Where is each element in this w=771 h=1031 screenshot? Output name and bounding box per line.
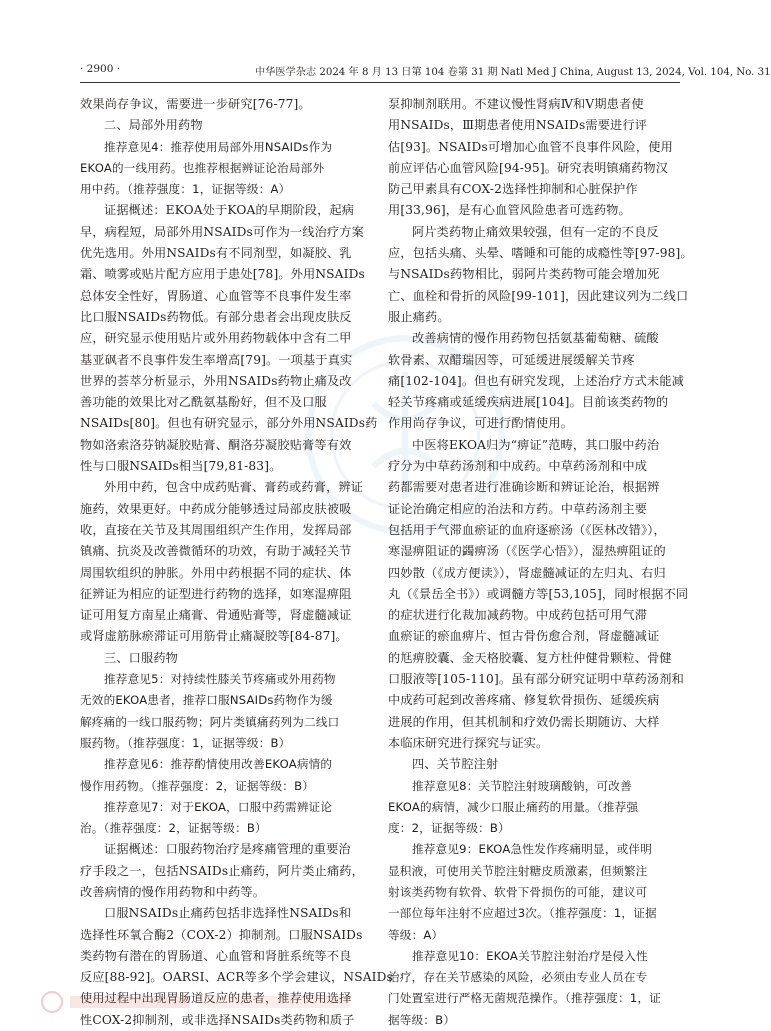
- text-line: 比口服NSAIDs药物低。有部分患者会出现皮肤反: [80, 309, 352, 324]
- section-heading: 二、局部外用药物: [104, 118, 203, 133]
- recommendation-line: 推荐意见7：对于EKOA，口服中药需辨证论: [104, 799, 333, 814]
- text-line: 反应[88-92]。OARSI、ACR等多个学会建议，NSAIDs: [80, 970, 393, 985]
- text-line: 与NSAIDs药物相比，弱阿片类药物可能会增加死: [388, 267, 660, 282]
- text-line: 证据概述：EKOA处于KOA的早期阶段，起病: [104, 203, 355, 218]
- text-line: 使用过程中出现胃肠道反应的患者，推荐使用选择: [80, 991, 352, 1006]
- text-line: 或肾虚筋脉瘀滞证可用筋骨止痛凝胶等[84-87]。: [80, 629, 348, 644]
- recommendation-line: 显积液，可使用关节腔注射糖皮质激素，但频繁注: [388, 863, 648, 878]
- recommendation-line: 推荐意见6：推荐酌情使用改善EKOA病情的: [104, 757, 333, 772]
- text-line: 包括用于气滞血瘀证的血府逐瘀汤（《医林改错》），: [388, 522, 666, 537]
- recommendation-line: 解疼痛的一线口服药物；阿片类镇痛药列为二线口: [80, 714, 340, 729]
- header-rule: [80, 82, 680, 83]
- text-line: 寒湿痹阻证的蠲痹汤（《医学心悟》），湿热痹阻证的: [388, 544, 666, 559]
- text-line: 疗分为中草药汤剂和中成药。中草药汤剂和中成: [388, 459, 648, 474]
- recommendation-line: 门处置室进行严格无菌规范操作。（推荐强度：1，证: [388, 991, 662, 1006]
- text-line: 施药，效果更好。中药成分能够透过局部皮肤被吸: [80, 501, 352, 516]
- recommendation-line: EKOA的一线用药。也推荐根据辨证论治局部外: [80, 160, 325, 175]
- text-line: 中医将EKOA归为“痹证”范畴，其口服中药治: [412, 437, 660, 452]
- recommendation-line: 推荐意见10：EKOA关节腔注射治疗是侵入性: [412, 948, 648, 963]
- text-line: 疗手段之一，包括NSAIDs止痛药，阿片类止痛药，: [80, 863, 364, 878]
- text-line: 性与口服NSAIDs相当[79,81-83]。: [80, 459, 282, 474]
- publisher-logo: [40, 990, 370, 1014]
- text-line: 亡、血栓和骨折的风险[99-101]，因此建议列为二线口: [388, 288, 689, 303]
- right-column: [388, 94, 693, 1027]
- text-line: 征辨证为相应的证型进行药物的选择，如寒湿痹阻: [80, 586, 352, 601]
- text-line: 性COX-2抑制剂，或非选择NSAIDs类药物和质子: [80, 1012, 355, 1027]
- text-line: 镇痛、抗炎及改善微循环的功效，有助于减轻关节: [80, 544, 352, 559]
- recommendation-line: 无效的EKOA患者，推荐口服NSAIDs药物作为缓: [80, 693, 333, 708]
- recommendation-line: 推荐意见4：推荐使用局部外用NSAIDs作为: [104, 139, 333, 154]
- text-line: 应，研究显示使用贴片或外用药物载体中含有二甲: [80, 331, 352, 346]
- text-line: 进展的作用，但其机制和疗效仍需长期随访、大样: [388, 714, 660, 729]
- section-heading: 三、口服药物: [104, 650, 179, 665]
- text-line: 总体安全性好，胃肠道、心血管等不良事件发生率: [80, 288, 352, 303]
- recommendation-line: 治疗，存在关节感染的风险，必须由专业人员在专: [388, 970, 648, 985]
- recommendation-line: 服药物。（推荐强度：1，证据等级：B）: [80, 735, 291, 750]
- recommendation-line: 治。（推荐强度：2，证据等级：B）: [80, 821, 267, 836]
- text-line: 早，病程短，局部外用NSAIDs可作为一线治疗方案: [80, 224, 364, 239]
- text-line: 轻关节疼痛或延缓疾病进展[104]。目前该类药物的: [388, 395, 669, 410]
- text-line: 药都需要对患者进行准确诊断和辨证论治，根据辨: [388, 480, 660, 495]
- text-line: 证可用复方南星止痛膏、骨通贴膏等，肾虚髓减证: [80, 608, 352, 623]
- recommendation-line: EKOA的病情，减少口服止痛药的用量。（推荐强: [388, 799, 639, 814]
- text-line: 改善病情的慢作用药物包括氨基葡萄糖、硫酸: [412, 331, 659, 346]
- left-column: [80, 94, 393, 1027]
- recommendation-line: 度：2，证据等级：B）: [388, 821, 510, 836]
- text-line: 阿片类药物止痛效果较强，但有一定的不良反: [412, 224, 659, 239]
- page-header: [0, 0, 771, 80]
- journal-citation: 中华医学杂志 2024 年 8 月 13 日第 104 卷第 31 期 Natl Med J China, August 13, 2024, Vol. 104, No. 31: [255, 67, 771, 78]
- text-line: 泵抑制剂联用。不建议慢性肾病Ⅳ和Ⅴ期患者使: [388, 97, 644, 111]
- text-line: 用NSAIDs，Ⅲ期患者使用NSAIDs需要进行评: [388, 118, 648, 133]
- text-line: 外用中药，包含中成药贴膏、膏药或药膏，辨证: [104, 480, 364, 495]
- text-line: 的尪痹胶囊、金天格胶囊、复方杜仲健骨颗粒、骨健: [388, 650, 672, 665]
- text-line: 服止痛药。: [388, 309, 450, 324]
- recommendation-line: 推荐意见5：对持续性膝关节疼痛或外用药物: [104, 672, 336, 687]
- text-line: 证论治确定相应的治法和方药。中草药汤剂主要: [388, 501, 648, 516]
- recommendation-line: 慢作用药物。（推荐强度：2，证据等级：B）: [80, 778, 315, 793]
- text-line: NSAIDs[80]。但也有研究显示，部分外用NSAIDs药: [80, 416, 378, 431]
- recommendation-line: 据等级：B）: [388, 1012, 456, 1027]
- text-line: 物如洛索洛芬钠凝胶贴膏、酮洛芬凝胶贴膏等有效: [80, 437, 352, 452]
- text-line: 收，直接在关节及其周围组织产生作用，发挥局部: [80, 522, 352, 537]
- text-line: 证据概述：口服药物治疗是疼痛管理的重要治: [104, 842, 351, 857]
- recommendation-line: 等级：A）: [388, 927, 444, 942]
- text-line: 软骨素、双醋瑞因等，可延缓进展缓解关节疼: [388, 352, 635, 367]
- text-line: 本临床研究进行探究与证实。: [388, 735, 549, 750]
- text-line: 善功能的效果比对乙酰氨基酚好，但不及口服: [80, 395, 327, 410]
- text-line: 防己甲素具有COX-2选择性抑制和心脏保护作: [388, 182, 638, 197]
- recommendation-line: 一部位每年注射不应超过3次。（推荐强度：1，证据: [388, 906, 657, 921]
- text-line: 血瘀证的瘀血痹片、恒古骨伤愈合剂，肾虚髓减证: [388, 629, 660, 644]
- text-line: 丸（《景岳全书》）或调髓方等[53,105]，同时根据不同: [388, 586, 689, 601]
- text-line: 四妙散（《成方便读》），肾虚髓减证的左归丸、右归: [388, 565, 666, 580]
- text-line: 用[33,96]，是有心血管风险患者可选药物。: [388, 203, 631, 218]
- text-line: 口服NSAIDs止痛药包括非选择性NSAIDs和: [104, 906, 352, 921]
- text-line: 效果尚存争议，需要进一步研究[76-77]。: [80, 97, 311, 111]
- text-line: 类药物有潜在的胃肠道、心血管和肾脏系统等不良: [80, 948, 352, 963]
- text-line: 作用尚存争议，可进行酌情使用。: [388, 416, 574, 431]
- text-line: 优先选用。外用NSAIDs有不同剂型，如凝胶、乳: [80, 246, 352, 261]
- text-line: 的症状进行化裁加减药物。中成药包括可用气滞: [388, 608, 648, 623]
- text-line: 前应评估心血管风险[94-95]。研究表明镇痛药物汉: [388, 160, 669, 175]
- recommendation-line: 推荐意见9：EKOA急性发作疼痛明显，或伴明: [412, 842, 653, 857]
- text-line: 估[93]。NSAIDs可增加心血管不良事件风险，使用: [388, 139, 673, 154]
- recommendation-line: 推荐意见8：关节腔注射玻璃酸钠，可改善: [412, 778, 632, 793]
- text-line: 中成药可起到改善疼痛、修复软骨损伤、延缓疾病: [388, 693, 660, 708]
- text-line: 周围软组织的肿胀。外用中药根据不同的症状、体: [80, 565, 352, 580]
- section-heading: 四、关节腔注射: [412, 757, 499, 772]
- text-line: 应，包括头痛、头晕、嗜睡和可能的成瘾性等[97-98]。: [388, 246, 693, 261]
- text-line: 基亚砜者不良事件发生率增高[79]。一项基于真实: [80, 352, 353, 367]
- recommendation-line: 射该类药物有软骨、软骨下骨损伤的可能，建议可: [388, 884, 648, 899]
- text-line: 选择性环氧合酶2（COX-2）抑制剂。口服NSAIDs: [80, 927, 363, 942]
- recommendation-line: 用中药。（推荐强度：1，证据等级：A）: [80, 182, 291, 197]
- text-line: 痛[102-104]。但也有研究发现，上述治疗方式未能减: [388, 373, 684, 388]
- page-number: · 2900 ·: [80, 63, 121, 75]
- text-line: 改善病情的慢作用药物和中药等。: [80, 884, 266, 899]
- text-line: 口服液等[105-110]。虽有部分研究证明中草药汤剂和: [388, 672, 684, 687]
- text-line: 世界的荟萃分析显示，外用NSAIDs药物止痛及改: [80, 373, 352, 388]
- text-line: 霜、喷雾或贴片配方应用于患处[78]。外用NSAIDs: [80, 267, 365, 282]
